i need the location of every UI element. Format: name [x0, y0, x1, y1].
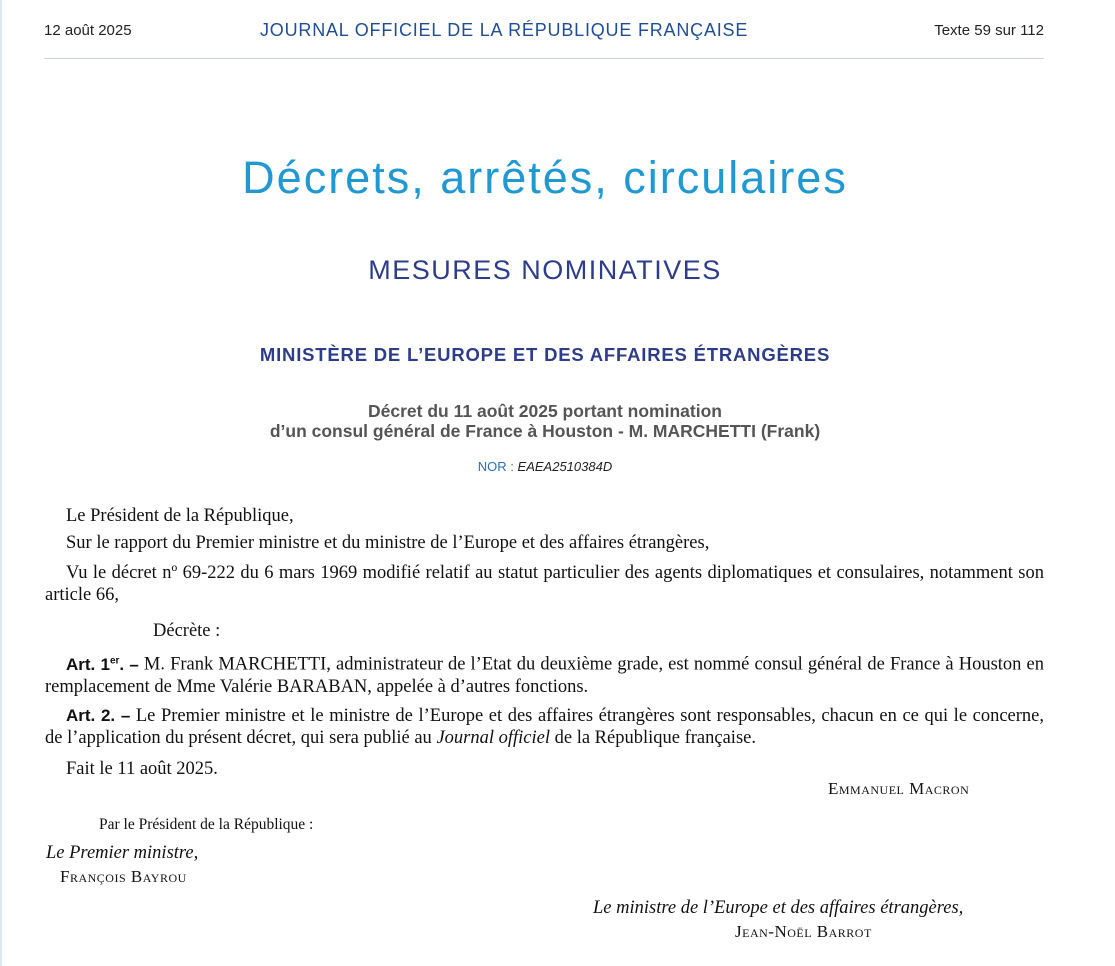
- article-2: [45, 705, 1044, 749]
- rapport-line: Sur le rapport du Premier ministre et du ministre de l’Europe et des affaires étrangères,: [66, 533, 710, 553]
- vu-paragraph: Vu le décret nº 69-222 du 6 mars 1969 modifié relatif au statut particulier des agents diplomatiques et consulaires, notamment son article 66,: [45, 563, 1044, 605]
- nor-label: NOR :: [477, 459, 514, 474]
- prime-minister-name: François Bayrou: [60, 867, 187, 886]
- section-title: Décrets, arrêtés, circulaires: [242, 152, 848, 203]
- article-1: [45, 650, 1044, 698]
- header-divider: [44, 58, 1044, 59]
- signature-president: Emmanuel Macron: [828, 779, 970, 798]
- article-1-text: M. Frank MARCHETTI, administrateur de l’Etat du deuxième grade, est nommé consul général de France à Houston en remplacement de Mme Valérie BARABAN, appelée à d’autres fonctions.: [45, 654, 1044, 697]
- decree-title-line-1: Décret du 11 août 2025 portant nomination: [368, 401, 722, 421]
- article-1-label: Art. 1er. –: [66, 654, 139, 674]
- journal-title: JOURNAL OFFICIEL DE LA RÉPUBLIQUE FRANÇAISE: [260, 20, 749, 40]
- decree-title: [0, 401, 1090, 441]
- text-number: Texte 59 sur 112: [934, 22, 1044, 39]
- article-1-superscript: er: [109, 655, 120, 666]
- article-2-journal-title: Journal officiel: [436, 728, 550, 748]
- ministry-heading: MINISTÈRE DE L’EUROPE ET DES AFFAIRES ÉTRANGÈRES: [259, 344, 831, 365]
- decree-title-line-2: d’un consul général de France à Houston - M. MARCHETTI (Frank): [269, 421, 821, 441]
- page-header: [44, 20, 1044, 44]
- prime-minister-title: Le Premier ministre,: [46, 843, 199, 863]
- decrete-line: Décrète :: [153, 621, 221, 641]
- minister-name: Jean-Noël Barrot: [735, 922, 872, 941]
- president-line: Le Président de la République,: [66, 506, 294, 526]
- nor-reference: [0, 459, 1090, 474]
- minister-title: Le ministre de l’Europe et des affaires étrangères,: [593, 898, 964, 918]
- article-2-label: Art. 2. –: [66, 706, 131, 725]
- publication-date: 12 août 2025: [44, 22, 132, 39]
- nor-code: EAEA2510384D: [517, 459, 613, 474]
- page-edge: [0, 0, 2, 966]
- article-2-text-a: Le Premier ministre et le ministre de l’Europe et des affaires étrangères sont responsables, chacun en ce qui le concerne, de l’application du présent décret, qui sera publié au: [45, 706, 1044, 748]
- subsection-title: MESURES NOMINATIVES: [368, 255, 722, 285]
- fait-line: Fait le 11 août 2025.: [66, 759, 218, 779]
- par-le-president: Par le Président de la République :: [99, 816, 314, 833]
- article-2-text-b: de la République française.: [550, 728, 756, 748]
